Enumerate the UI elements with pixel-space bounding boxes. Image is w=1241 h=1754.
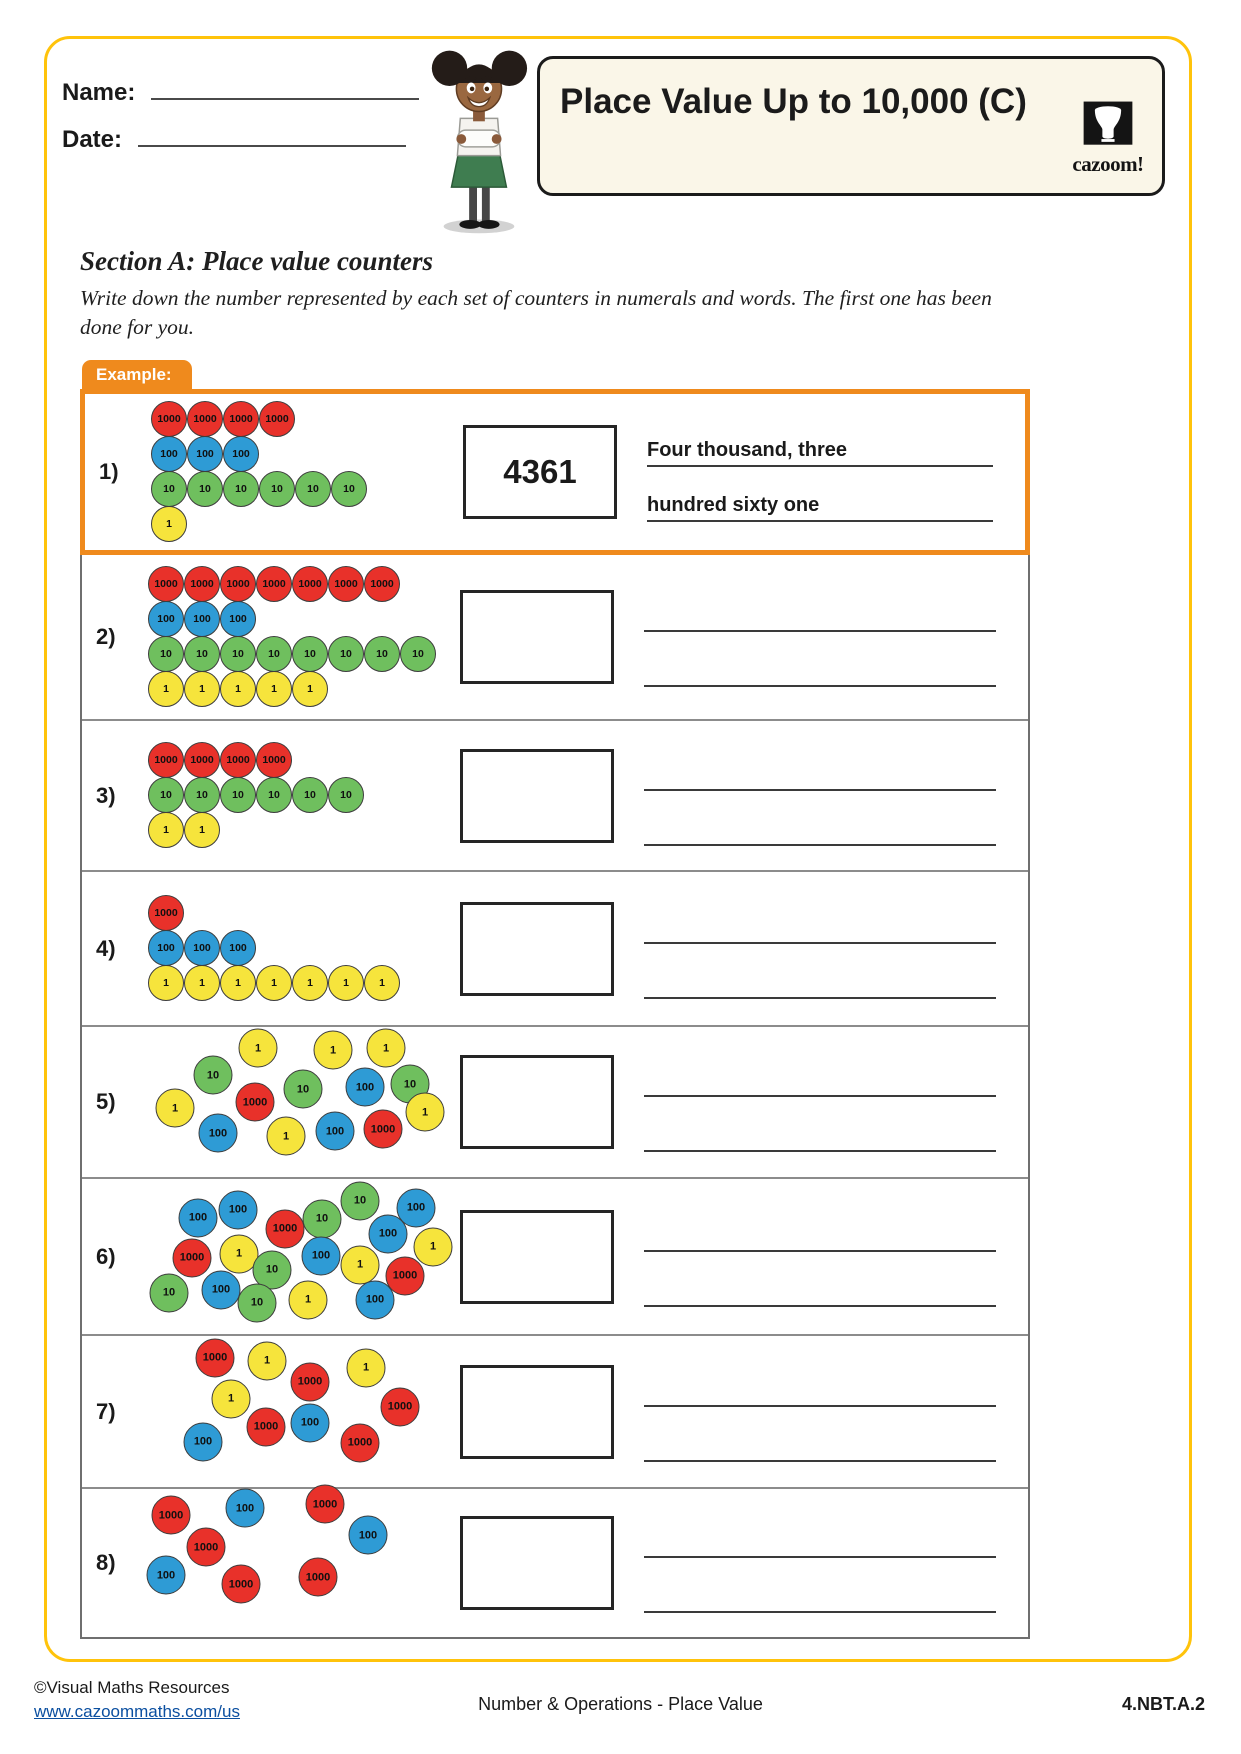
counter-100: 100 xyxy=(220,601,256,637)
logo-text: cazoom! xyxy=(1072,152,1144,176)
section-instructions: Write down the number represented by each set of counters in numerals and words. The first one has been done for you. xyxy=(80,286,992,340)
question-number: 2) xyxy=(96,624,116,649)
counter-100: 100 xyxy=(148,601,184,637)
counter-100: 100 xyxy=(349,1516,388,1555)
counter-100: 100 xyxy=(219,1190,258,1229)
words-area xyxy=(644,1513,996,1613)
counter-100: 100 xyxy=(220,930,256,966)
counter-1000: 1000 xyxy=(184,742,220,778)
counter-1: 1 xyxy=(406,1093,445,1132)
counter-line-1000 xyxy=(148,742,460,778)
counter-line-1000 xyxy=(148,895,460,931)
counter-10: 10 xyxy=(187,471,223,507)
counter-1000: 1000 xyxy=(222,1565,261,1604)
counter-10: 10 xyxy=(400,636,436,672)
words-area xyxy=(644,1052,996,1152)
counter-1: 1 xyxy=(364,965,400,1001)
counter-line-100 xyxy=(148,601,460,637)
counter-1000: 1000 xyxy=(196,1338,235,1377)
question-row-7 xyxy=(82,1336,1028,1489)
counter-100: 100 xyxy=(291,1403,330,1442)
counter-100: 100 xyxy=(199,1114,238,1153)
counter-10: 10 xyxy=(184,636,220,672)
counter-1000: 1000 xyxy=(187,1528,226,1567)
counter-1: 1 xyxy=(184,812,220,848)
counter-10: 10 xyxy=(148,777,184,813)
counter-1000: 1000 xyxy=(259,401,295,437)
question-number: 8) xyxy=(96,1550,116,1575)
question-row-3 xyxy=(82,721,1028,872)
counter-10: 10 xyxy=(220,636,256,672)
counter-100: 100 xyxy=(184,1422,223,1461)
counter-line-10 xyxy=(148,636,460,672)
counter-1: 1 xyxy=(239,1029,278,1068)
counter-100: 100 xyxy=(184,601,220,637)
counter-10: 10 xyxy=(331,471,367,507)
words-area xyxy=(644,746,996,846)
footer-topic: Number & Operations - Place Value xyxy=(478,1694,763,1714)
counter-1000: 1000 xyxy=(256,742,292,778)
example-box xyxy=(80,389,1030,555)
words-area xyxy=(644,587,996,687)
counter-100: 100 xyxy=(302,1236,341,1275)
counter-line-10 xyxy=(151,471,463,507)
counter-10: 10 xyxy=(256,636,292,672)
counter-1: 1 xyxy=(156,1089,195,1128)
counter-1000: 1000 xyxy=(256,566,292,602)
counter-10: 10 xyxy=(341,1181,380,1220)
answer-words-line[interactable]: hundred sixty one xyxy=(647,477,993,522)
counter-1000: 1000 xyxy=(173,1238,212,1277)
counter-line-100 xyxy=(148,930,460,966)
counters-area xyxy=(148,567,460,707)
counter-1000: 1000 xyxy=(247,1407,286,1446)
counter-100: 100 xyxy=(179,1198,218,1237)
counter-100: 100 xyxy=(226,1489,265,1528)
answer-words-line[interactable] xyxy=(644,954,996,999)
date-label: Date: xyxy=(62,126,123,153)
answer-words-line[interactable] xyxy=(644,746,996,791)
counters-area xyxy=(148,1183,460,1331)
counter-1000: 1000 xyxy=(364,1110,403,1149)
counter-10: 10 xyxy=(303,1199,342,1238)
counter-line-1 xyxy=(148,812,460,848)
answer-words-line[interactable] xyxy=(644,1207,996,1252)
counter-1: 1 xyxy=(148,812,184,848)
counter-10: 10 xyxy=(364,636,400,672)
question-row-8 xyxy=(82,1489,1028,1637)
counter-1: 1 xyxy=(256,671,292,707)
question-number: 6) xyxy=(96,1243,116,1269)
worksheet-title-box xyxy=(537,56,1165,196)
counter-100: 100 xyxy=(151,436,187,472)
counter-10: 10 xyxy=(253,1250,292,1289)
counter-1000: 1000 xyxy=(341,1423,380,1462)
answer-words-line[interactable] xyxy=(644,1052,996,1097)
cartoon-girl-illustration xyxy=(423,40,531,241)
counter-1000: 1000 xyxy=(148,566,184,602)
counter-1000: 1000 xyxy=(236,1083,275,1122)
counter-1: 1 xyxy=(289,1280,328,1319)
counter-10: 10 xyxy=(295,471,331,507)
counter-10: 10 xyxy=(220,777,256,813)
counter-100: 100 xyxy=(184,930,220,966)
counter-1000: 1000 xyxy=(152,1496,191,1535)
words-area xyxy=(647,422,993,522)
goblet-icon xyxy=(1078,101,1138,149)
answer-box[interactable] xyxy=(460,1055,614,1149)
counter-1000: 1000 xyxy=(151,401,187,437)
counter-1: 1 xyxy=(314,1031,353,1070)
words-area xyxy=(644,899,996,999)
question-row-6 xyxy=(82,1179,1028,1336)
answer-box[interactable] xyxy=(460,1365,614,1459)
words-area xyxy=(644,1362,996,1462)
counter-line-1000 xyxy=(148,566,460,602)
counter-10: 10 xyxy=(328,636,364,672)
answer-words-line[interactable] xyxy=(644,899,996,944)
counter-1000: 1000 xyxy=(220,742,256,778)
counter-1000: 1000 xyxy=(148,742,184,778)
counter-10: 10 xyxy=(292,636,328,672)
answer-box[interactable] xyxy=(460,1210,614,1304)
counters-area xyxy=(148,1028,460,1176)
answer-words-line[interactable] xyxy=(644,1513,996,1558)
section-heading: Section A: Place value counters xyxy=(80,246,433,276)
counter-10: 10 xyxy=(292,777,328,813)
counter-10: 10 xyxy=(148,636,184,672)
worksheet-title: Place Value Up to 10,000 (C) xyxy=(560,82,1027,121)
answer-box[interactable] xyxy=(460,749,614,843)
counter-10: 10 xyxy=(184,777,220,813)
question-row-2 xyxy=(82,555,1028,721)
counter-line-1 xyxy=(151,506,463,542)
counter-100: 100 xyxy=(346,1068,385,1107)
counter-10: 10 xyxy=(391,1065,430,1104)
counter-10: 10 xyxy=(238,1283,277,1322)
counters-area xyxy=(148,1338,460,1486)
counter-line-1000 xyxy=(151,401,463,437)
question-row-5 xyxy=(82,1027,1028,1179)
answer-words-line[interactable] xyxy=(644,1568,996,1613)
counter-10: 10 xyxy=(150,1273,189,1312)
counter-line-1 xyxy=(148,671,460,707)
counter-100: 100 xyxy=(369,1214,408,1253)
counter-100: 100 xyxy=(316,1112,355,1151)
question-table xyxy=(80,555,1030,1639)
counter-10: 10 xyxy=(223,471,259,507)
counters-area xyxy=(148,743,460,848)
answer-box[interactable]: 4361 xyxy=(463,425,617,519)
question-number: 4) xyxy=(96,935,116,961)
counter-1000: 1000 xyxy=(266,1209,305,1248)
name-line[interactable] xyxy=(151,76,419,100)
student-meta xyxy=(62,76,419,170)
counter-1: 1 xyxy=(341,1245,380,1284)
counter-1: 1 xyxy=(267,1117,306,1156)
counter-1: 1 xyxy=(212,1379,251,1418)
counter-line-1 xyxy=(148,965,460,1001)
question-number: 1) xyxy=(99,459,119,484)
question-number: 5) xyxy=(96,1089,116,1114)
counter-100: 100 xyxy=(356,1280,395,1319)
worksheet-body xyxy=(80,360,1030,1639)
counter-1: 1 xyxy=(220,671,256,707)
counter-100: 100 xyxy=(397,1188,436,1227)
counter-10: 10 xyxy=(284,1070,323,1109)
answer-words-line[interactable] xyxy=(644,801,996,846)
counter-10: 10 xyxy=(194,1056,233,1095)
answer-box[interactable] xyxy=(460,1516,614,1610)
counter-1000: 1000 xyxy=(148,895,184,931)
counters-area xyxy=(151,402,463,542)
name-label: Name: xyxy=(62,79,136,106)
counter-10: 10 xyxy=(151,471,187,507)
counter-10: 10 xyxy=(259,471,295,507)
footer-url-link[interactable]: www.cazoommaths.com/us xyxy=(34,1702,240,1721)
counter-1: 1 xyxy=(220,965,256,1001)
counter-1000: 1000 xyxy=(187,401,223,437)
answer-words-line[interactable] xyxy=(644,642,996,687)
counter-1: 1 xyxy=(292,965,328,1001)
counter-10: 10 xyxy=(328,777,364,813)
counter-1: 1 xyxy=(151,506,187,542)
answer-words-line[interactable]: Four thousand, three xyxy=(647,422,993,467)
counter-line-10 xyxy=(148,777,460,813)
counter-1: 1 xyxy=(184,671,220,707)
counter-1000: 1000 xyxy=(299,1558,338,1597)
counters-area xyxy=(148,896,460,1001)
counter-1000: 1000 xyxy=(306,1485,345,1524)
footer-standard-code: 4.NBT.A.2 xyxy=(1121,1694,1205,1714)
counter-1: 1 xyxy=(184,965,220,1001)
counter-1: 1 xyxy=(148,965,184,1001)
answer-words-line[interactable] xyxy=(644,1107,996,1152)
counter-100: 100 xyxy=(187,436,223,472)
question-number: 7) xyxy=(96,1398,116,1424)
question-number: 3) xyxy=(96,782,116,808)
answer-words-line[interactable] xyxy=(644,1262,996,1307)
counter-1000: 1000 xyxy=(291,1362,330,1401)
footer-copyright: ©Visual Maths Resources xyxy=(34,1678,230,1697)
counter-1: 1 xyxy=(328,965,364,1001)
counter-1: 1 xyxy=(148,671,184,707)
counter-1: 1 xyxy=(248,1341,287,1380)
question-row-1 xyxy=(85,394,1025,550)
answer-box[interactable] xyxy=(460,902,614,996)
counters-area xyxy=(148,1489,460,1637)
counter-100: 100 xyxy=(223,436,259,472)
counter-1000: 1000 xyxy=(328,566,364,602)
counter-10: 10 xyxy=(256,777,292,813)
counter-1: 1 xyxy=(347,1348,386,1387)
counter-100: 100 xyxy=(202,1270,241,1309)
counter-1000: 1000 xyxy=(184,566,220,602)
counter-100: 100 xyxy=(147,1556,186,1595)
cazoom-logo xyxy=(1070,101,1146,177)
counter-1: 1 xyxy=(220,1234,259,1273)
counter-1000: 1000 xyxy=(223,401,259,437)
answer-box[interactable] xyxy=(460,590,614,684)
counter-1: 1 xyxy=(367,1029,406,1068)
answer-words-line[interactable] xyxy=(644,1417,996,1462)
counter-1000: 1000 xyxy=(381,1387,420,1426)
counter-line-100 xyxy=(151,436,463,472)
counter-100: 100 xyxy=(148,930,184,966)
counter-1000: 1000 xyxy=(364,566,400,602)
counter-1: 1 xyxy=(292,671,328,707)
question-row-4 xyxy=(82,872,1028,1027)
counter-1000: 1000 xyxy=(386,1256,425,1295)
counter-1: 1 xyxy=(414,1227,453,1266)
example-tab: Example: xyxy=(82,360,192,389)
date-line[interactable] xyxy=(138,123,406,147)
answer-words-line[interactable] xyxy=(644,1362,996,1407)
words-area xyxy=(644,1207,996,1307)
counter-1000: 1000 xyxy=(220,566,256,602)
answer-words-line[interactable] xyxy=(644,587,996,632)
counter-1: 1 xyxy=(256,965,292,1001)
counter-1000: 1000 xyxy=(292,566,328,602)
